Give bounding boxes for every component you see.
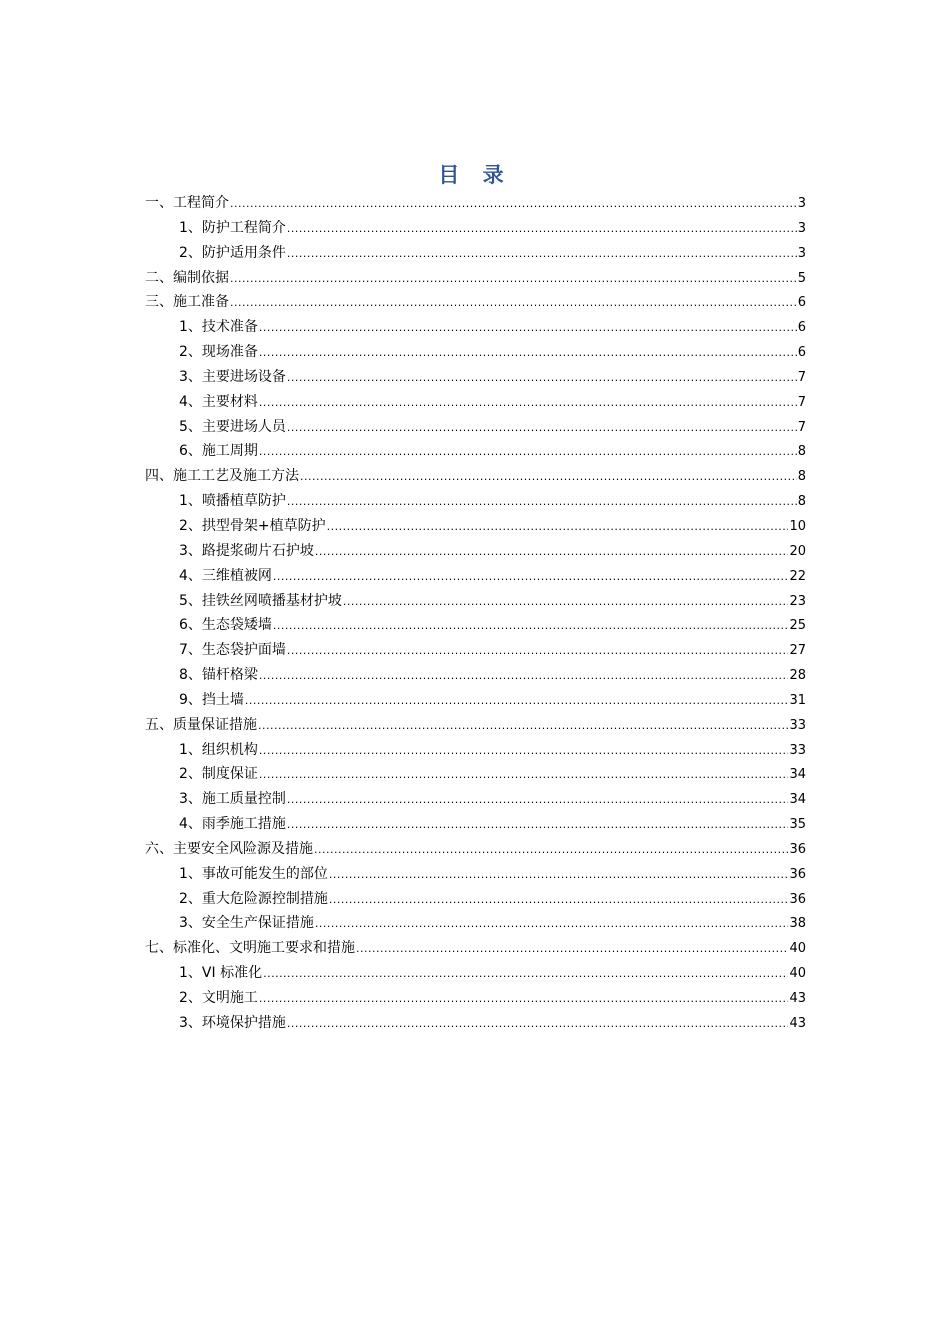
toc-dot-leader xyxy=(315,540,789,565)
toc-subentry[interactable] xyxy=(145,564,806,589)
toc-dot-leader xyxy=(327,515,789,540)
toc-entry-label: 8、锚杆格梁 xyxy=(179,667,258,684)
toc-dot-leader xyxy=(259,987,789,1012)
toc-entry-label: 2、防护适用条件 xyxy=(179,244,286,261)
toc-dot-leader xyxy=(287,639,789,664)
toc-dot-leader xyxy=(329,888,789,913)
toc-entry-label: 5、主要进场人员 xyxy=(179,418,286,435)
toc-dot-leader xyxy=(230,291,797,316)
toc-page-number: 6 xyxy=(797,320,806,336)
toc-dot-leader xyxy=(259,664,789,689)
toc-page-number: 38 xyxy=(789,916,806,932)
toc-dot-leader xyxy=(287,217,797,242)
toc-page-number: 8 xyxy=(797,469,806,485)
toc-page-number: 36 xyxy=(789,891,806,907)
toc-subentry[interactable] xyxy=(145,613,806,638)
toc-dot-leader xyxy=(329,863,789,888)
toc-subentry[interactable] xyxy=(145,216,806,241)
toc-title: 目 录 xyxy=(438,163,512,187)
toc-dot-leader xyxy=(230,267,797,292)
toc-page-number: 34 xyxy=(789,767,806,783)
toc-page-number: 23 xyxy=(789,593,806,609)
toc-page-number: 27 xyxy=(789,643,806,659)
toc-list xyxy=(145,191,806,1036)
toc-dot-leader xyxy=(259,391,797,416)
toc-dot-leader xyxy=(259,739,789,764)
toc-dot-leader xyxy=(287,1012,789,1037)
toc-page-number: 40 xyxy=(789,941,806,957)
toc-subentry[interactable] xyxy=(145,539,806,564)
toc-page-number: 43 xyxy=(789,991,806,1006)
toc-page-number: 33 xyxy=(789,742,806,758)
toc-page-number: 20 xyxy=(789,543,806,559)
toc-entry-label: 二、编制依据 xyxy=(145,269,229,286)
toc-page-number: 36 xyxy=(789,866,806,882)
toc-entry-label: 3、安全生产保证措施 xyxy=(179,915,314,932)
toc-subentry[interactable] xyxy=(145,340,806,365)
toc-subentry[interactable] xyxy=(145,439,806,464)
toc-subentry[interactable] xyxy=(145,241,806,266)
toc-page-number: 7 xyxy=(797,394,806,410)
toc-page-number: 8 xyxy=(797,444,806,460)
toc-entry-label: 6、生态袋矮墙 xyxy=(179,617,272,634)
toc-entry[interactable] xyxy=(145,936,806,961)
toc-subentry[interactable] xyxy=(145,589,806,614)
toc-dot-leader xyxy=(314,838,788,863)
toc-dot-leader xyxy=(273,565,789,590)
toc-dot-leader xyxy=(287,242,797,267)
toc-subentry[interactable] xyxy=(145,365,806,390)
toc-entry-label: 四、施工工艺及施工方法 xyxy=(145,468,299,485)
toc-entry-label: 1、VI 标准化 xyxy=(179,965,263,982)
toc-dot-leader xyxy=(287,490,797,515)
toc-entry[interactable] xyxy=(145,191,806,216)
toc-entry[interactable] xyxy=(145,266,806,291)
toc-entry-label: 2、重大危险源控制措施 xyxy=(179,890,328,907)
toc-subentry[interactable] xyxy=(145,887,806,912)
toc-subentry[interactable] xyxy=(145,638,806,663)
toc-dot-leader xyxy=(245,689,789,714)
toc-entry-label: 2、现场准备 xyxy=(179,344,258,361)
toc-entry-label: 六、主要安全风险源及措施 xyxy=(145,840,313,857)
toc-subentry[interactable] xyxy=(145,315,806,340)
toc-dot-leader xyxy=(258,714,788,739)
toc-dot-leader xyxy=(259,440,797,465)
toc-entry-label: 9、挡土墙 xyxy=(179,691,244,708)
toc-page-number: 6 xyxy=(797,345,806,361)
toc-entry-label: 3、环境保护措施 xyxy=(179,1014,286,1031)
toc-page-number: 7 xyxy=(797,369,806,385)
toc-entry-label: 五、质量保证措施 xyxy=(145,716,257,733)
toc-subentry[interactable] xyxy=(145,1011,806,1036)
toc-entry-label: 4、主要材料 xyxy=(179,393,258,410)
toc-dot-leader xyxy=(315,912,789,937)
toc-entry-label: 3、施工质量控制 xyxy=(179,791,286,808)
toc-dot-leader xyxy=(356,937,788,962)
toc-entry-label: 2、拱型骨架+植草防护 xyxy=(179,517,326,534)
toc-entry-label: 7、生态袋护面墙 xyxy=(179,642,286,659)
toc-dot-leader xyxy=(259,341,797,366)
toc-page-number: 6 xyxy=(797,295,806,311)
toc-subentry[interactable] xyxy=(145,390,806,415)
toc-entry-label: 5、挂铁丝网喷播基材护坡 xyxy=(179,592,342,609)
toc-subentry[interactable] xyxy=(145,911,806,936)
toc-page-number: 22 xyxy=(789,568,806,584)
toc-subentry[interactable] xyxy=(145,489,806,514)
toc-page-number: 43 xyxy=(789,1015,806,1031)
toc-subentry[interactable] xyxy=(145,514,806,539)
toc-dot-leader xyxy=(287,788,789,813)
toc-dot-leader xyxy=(259,316,797,341)
toc-subentry[interactable] xyxy=(145,762,806,787)
toc-entry-label: 4、雨季施工措施 xyxy=(179,816,286,833)
toc-page-number: 8 xyxy=(797,494,806,510)
toc-page-number: 3 xyxy=(797,196,806,211)
toc-entry-label: 三、施工准备 xyxy=(145,294,229,311)
toc-subentry[interactable] xyxy=(145,738,806,763)
toc-dot-leader xyxy=(273,614,789,639)
toc-subentry[interactable] xyxy=(145,961,806,986)
toc-dot-leader xyxy=(263,962,788,987)
toc-entry[interactable] xyxy=(145,837,806,862)
toc-page-number: 40 xyxy=(789,966,806,982)
toc-page-number: 31 xyxy=(789,692,806,708)
toc-dot-leader xyxy=(287,813,789,838)
toc-subentry[interactable] xyxy=(145,812,806,837)
toc-page-number: 3 xyxy=(797,245,806,261)
toc-subentry[interactable] xyxy=(145,415,806,440)
toc-entry-label: 一、工程简介 xyxy=(145,195,229,211)
toc-entry-label: 七、标准化、文明施工要求和措施 xyxy=(145,940,355,957)
toc-subentry[interactable] xyxy=(145,663,806,688)
toc-entry[interactable] xyxy=(145,464,806,489)
toc-page-number: 28 xyxy=(789,668,806,684)
toc-entry[interactable] xyxy=(145,713,806,738)
toc-subentry[interactable] xyxy=(145,862,806,887)
toc-dot-leader xyxy=(287,416,797,441)
toc-page-number: 25 xyxy=(789,618,806,634)
toc-page-number: 5 xyxy=(797,270,806,286)
toc-page-number: 3 xyxy=(797,220,806,236)
toc-subentry[interactable] xyxy=(145,688,806,713)
toc-entry-label: 1、喷播植草防护 xyxy=(179,493,286,510)
toc-subentry[interactable] xyxy=(145,986,806,1011)
toc-page-number: 10 xyxy=(789,518,806,534)
toc-dot-leader xyxy=(300,465,797,490)
toc-entry-label: 3、路提浆砌片石护坡 xyxy=(179,542,314,559)
toc-entry-label: 4、三维植被网 xyxy=(179,567,272,584)
toc-dot-leader xyxy=(343,590,789,615)
toc-entry-label: 3、主要进场设备 xyxy=(179,368,286,385)
toc-entry-label: 1、事故可能发生的部位 xyxy=(179,865,328,882)
toc-entry-label: 1、技术准备 xyxy=(179,319,258,336)
toc-subentry[interactable] xyxy=(145,787,806,812)
toc-page-number: 34 xyxy=(789,792,806,808)
toc-entry-label: 2、文明施工 xyxy=(179,990,258,1006)
toc-dot-leader xyxy=(230,192,797,217)
toc-page-number: 33 xyxy=(789,717,806,733)
toc-entry-label: 1、防护工程简介 xyxy=(179,219,286,236)
toc-dot-leader xyxy=(259,763,789,788)
toc-entry-label: 1、组织机构 xyxy=(179,741,258,758)
toc-page-number: 36 xyxy=(789,841,806,857)
toc-page-number: 35 xyxy=(789,817,806,833)
toc-entry[interactable] xyxy=(145,290,806,315)
toc-entry-label: 2、制度保证 xyxy=(179,766,258,783)
toc-entry-label: 6、施工周期 xyxy=(179,443,258,460)
toc-dot-leader xyxy=(287,366,797,391)
toc-page-number: 7 xyxy=(797,419,806,435)
